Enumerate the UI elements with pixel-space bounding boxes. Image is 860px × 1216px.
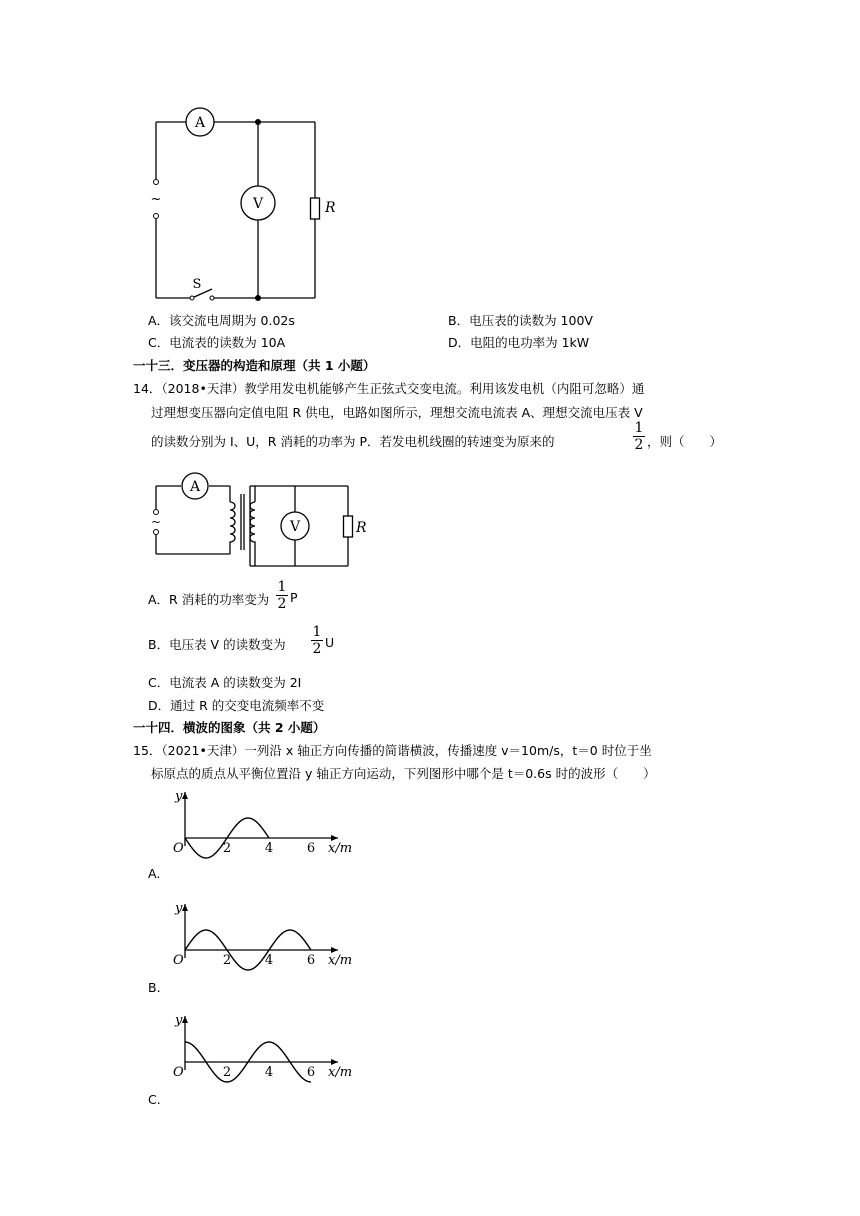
origin-label: O [173,1065,184,1080]
q13-option-d[interactable]: D．电阻的电功率为 1kW [448,335,590,350]
q15-source: （2021•天津） [161,743,245,758]
ammeter-label: A [194,115,206,131]
q14-stem-line3: 的读数分别为 I、U，R 消耗的功率为 P．若发电机线圈的转速变为原来的 [151,434,555,449]
wave-graph-a [170,788,370,868]
q14-stem-line1: 14．（2018•天津）教学用发电机能够产生正弦式交变电流。利用该发电机（内阻可忽略）通 [133,381,645,396]
q14-option-a[interactable]: A．R 消耗的功率变为 [148,592,270,607]
ac-source-label: ~ [150,192,162,207]
tick-label-4: 4 [264,1065,274,1080]
y-axis-label: y [175,789,183,804]
origin-label: O [173,841,184,856]
q15-number: 15． [133,743,162,758]
tick-label-2: 2 [222,1065,232,1080]
q15-option-a[interactable]: A. [148,866,161,881]
q14-stem-line2: 过理想变压器向定值电阻 R 供电，电路如图所示，理想交流电流表 A、理想交流电压表 V [151,405,643,420]
q13-option-a[interactable]: A．该交流电周期为 0.02s [148,313,295,328]
voltmeter-label: V [252,196,264,212]
q13-option-b[interactable]: B．电压表的读数为 100V [448,313,593,328]
q14-stem-choice: ，则（ ） [647,434,723,449]
q14-option-b[interactable]: B．电压表 V 的读数变为 [148,637,286,652]
switch-label: S [192,277,202,292]
q14-transformer-circuit [148,472,368,572]
q15-stem-line1: 15．（2021•天津）一列沿 x 轴正方向传播的简谐横波，传播速度 v＝10m/s，t＝0 时位于坐 [133,743,652,758]
x-axis-label: x/m [328,1065,353,1080]
q14-option-d[interactable]: D．通过 R 的交变电流频率不变 [148,698,325,713]
q14-source: （2018•天津） [161,381,245,396]
section-heading-14: 一十四．横波的图象（共 2 小题） [133,720,326,735]
q14-ammeter-label: A [189,479,201,495]
resistor-label: R [325,200,336,216]
q14-option-b-fraction: 1 2 [312,624,322,657]
q14-resistor-label: R [356,520,367,536]
q14-option-a-unit: P [290,590,298,605]
tick-label-4: 4 [264,953,274,968]
q14-option-c[interactable]: C．电流表 A 的读数变为 2I [148,675,302,690]
q14-source-label: ~ [150,515,162,529]
q15-option-b[interactable]: B. [148,980,161,995]
q13-option-c[interactable]: C．电流表的读数为 10A [148,335,286,350]
x-axis-label: x/m [328,953,353,968]
y-axis-label: y [175,1013,183,1028]
q15-option-c[interactable]: C. [148,1092,161,1107]
tick-label-6: 6 [306,841,316,856]
q13-circuit-diagram [140,105,340,305]
tick-label-6: 6 [306,953,316,968]
q14-option-b-unit: U [325,635,335,650]
wave-graph-b [170,900,370,980]
section-heading-13: 一十三．变压器的构造和原理（共 1 小题） [133,358,376,373]
x-axis-label: x/m [328,841,353,856]
tick-label-6: 6 [306,1065,316,1080]
q14-option-a-fraction: 1 2 [277,579,287,612]
wave-graph-c [170,1012,370,1092]
q14-fraction: 1 2 [634,420,644,453]
origin-label: O [173,953,184,968]
tick-label-2: 2 [222,841,232,856]
y-axis-label: y [175,901,183,916]
q15-stem-line2: 标原点的质点从平衡位置沿 y 轴正方向运动，下列图形中哪个是 t＝0.6s 时的波形（ ） [151,766,656,781]
q14-voltmeter-label: V [289,519,301,535]
q14-number: 14． [133,381,162,396]
tick-label-2: 2 [222,953,232,968]
tick-label-4: 4 [264,841,274,856]
